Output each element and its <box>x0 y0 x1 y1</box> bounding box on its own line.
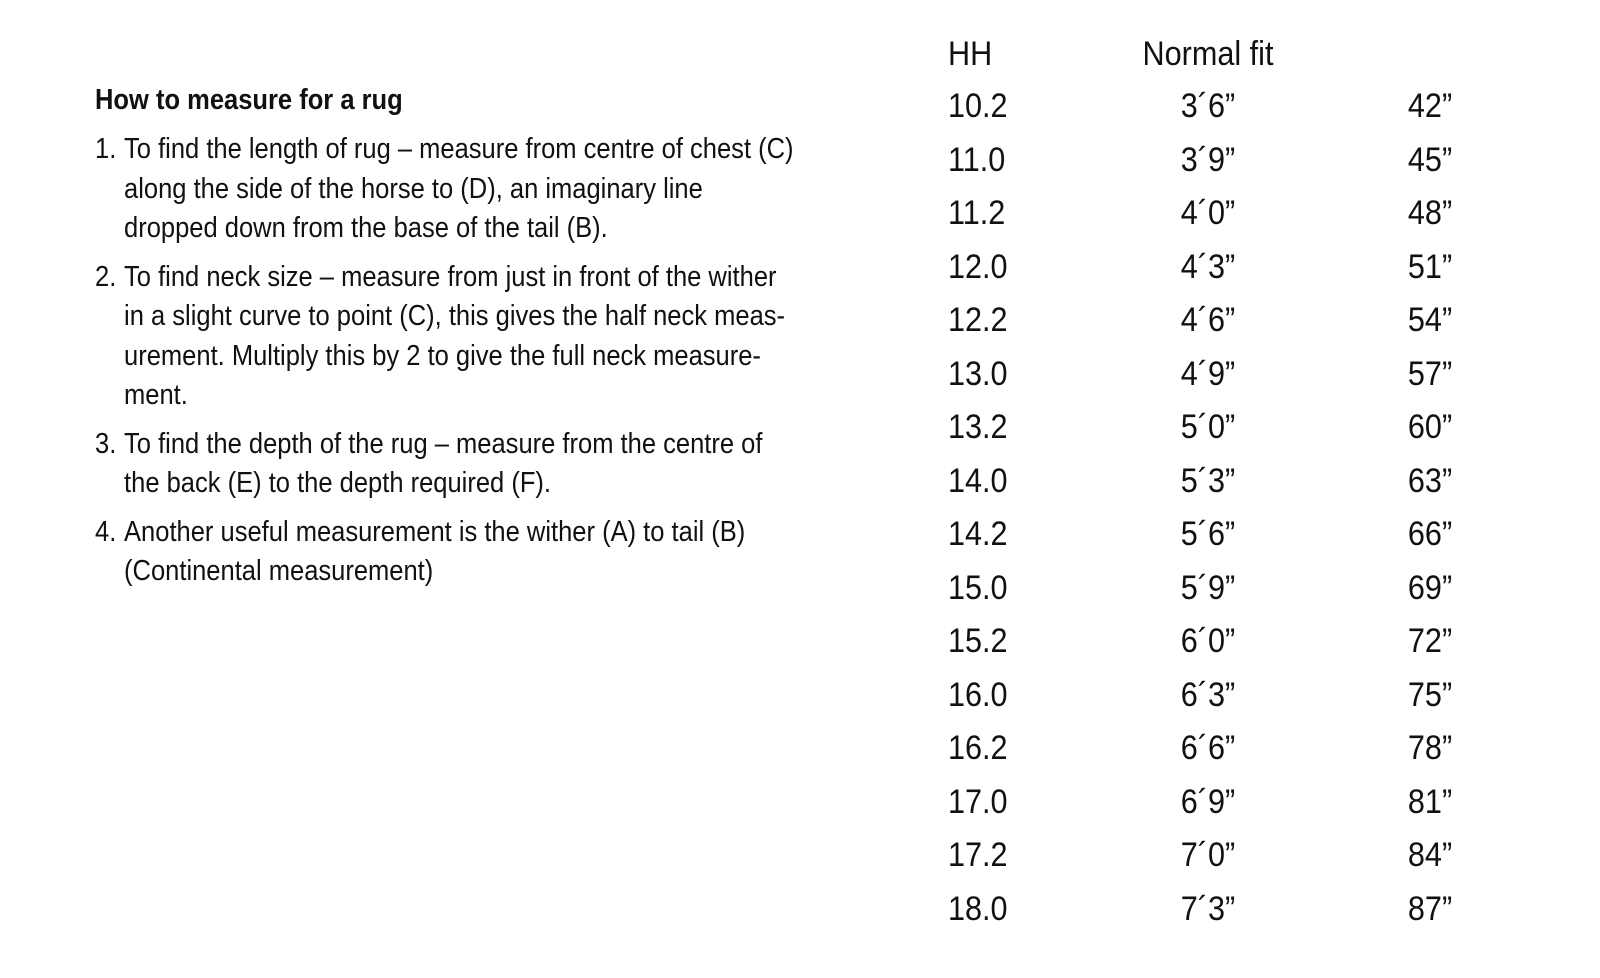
table-row <box>948 829 1508 883</box>
inches-cell: 78” <box>1407 729 1452 767</box>
normal-fit-cell: 4´6” <box>1180 301 1236 339</box>
table-row <box>948 348 1508 402</box>
inches-cell: 42” <box>1407 87 1452 125</box>
normal-fit-cell: 3´6” <box>1180 87 1236 125</box>
inches-cell: 57” <box>1407 354 1452 393</box>
table-row <box>948 401 1508 455</box>
step-number: 3. <box>95 427 117 460</box>
table-row <box>948 134 1508 188</box>
step-number: 4. <box>95 515 117 548</box>
hh-cell: 12.2 <box>948 301 1008 339</box>
step-text: To find the length of rug – measure from centre of chest (C) along the side of the horse to (D), an imaginary line dropped down from the base of the tail (B). <box>124 133 794 244</box>
normal-fit-cell: 3´9” <box>1180 140 1236 179</box>
table-row <box>948 562 1508 616</box>
inches-cell: 60” <box>1407 408 1452 446</box>
normal-fit-cell: 6´0” <box>1180 622 1236 660</box>
normal-fit-cell: 7´0” <box>1180 836 1236 874</box>
hh-cell: 16.2 <box>948 729 1008 767</box>
normal-fit-cell: 6´6” <box>1180 729 1236 767</box>
normal-fit-cell: 7´3” <box>1180 889 1236 928</box>
step-number: 2. <box>95 260 117 293</box>
normal-fit-cell: 5´0” <box>1180 408 1236 446</box>
hh-cell: 12.0 <box>948 247 1008 286</box>
normal-fit-cell: 5´3” <box>1180 461 1236 500</box>
measuring-instructions <box>95 80 799 601</box>
inches-cell: 75” <box>1407 675 1452 714</box>
hh-cell: 11.0 <box>948 140 1006 179</box>
hh-cell: 18.0 <box>948 889 1008 928</box>
table-row <box>948 508 1508 562</box>
inches-cell: 48” <box>1407 194 1452 232</box>
inches-cell: 81” <box>1407 782 1452 821</box>
normal-fit-cell: 6´9” <box>1180 782 1236 821</box>
normal-fit-cell: 5´9” <box>1180 568 1236 607</box>
inches-cell: 63” <box>1407 461 1452 500</box>
inches-cell: 54” <box>1407 301 1452 339</box>
step-text: To find the depth of the rug – measure from the centre of the back (E) to the depth required (F). <box>124 427 763 499</box>
step-number: 1. <box>95 133 117 165</box>
normal-fit-cell: 4´0” <box>1180 194 1236 232</box>
normal-fit-cell: 5´6” <box>1180 515 1236 553</box>
step-text: Another useful measurement is the wither (A) to tail (B) (Continental measurement) <box>124 515 746 587</box>
hh-cell: 14.2 <box>948 515 1008 553</box>
inches-cell: 66” <box>1407 515 1452 553</box>
table-header-row <box>948 28 1508 80</box>
normal-fit-cell: 4´3” <box>1180 247 1236 286</box>
table-row <box>948 80 1508 134</box>
hh-cell: 11.2 <box>948 194 1006 232</box>
table-row <box>948 883 1508 937</box>
hh-cell: 14.0 <box>948 461 1008 500</box>
table-row <box>948 241 1508 295</box>
table-row <box>948 294 1508 348</box>
header-hh: HH <box>948 35 993 73</box>
inches-cell: 84” <box>1407 836 1452 874</box>
inches-cell: 69” <box>1407 568 1452 607</box>
instruction-step <box>95 130 799 249</box>
table-row <box>948 615 1508 669</box>
table-row <box>948 669 1508 723</box>
hh-cell: 17.2 <box>948 836 1008 874</box>
table-row <box>948 722 1508 776</box>
instructions-title: How to measure for a rug <box>95 84 403 116</box>
instructions-list <box>95 130 799 592</box>
hh-cell: 17.0 <box>948 782 1008 821</box>
instruction-step <box>95 258 799 416</box>
table-row <box>948 187 1508 241</box>
rug-size-table <box>948 28 1508 936</box>
table-row <box>948 455 1508 509</box>
instruction-step <box>95 513 799 592</box>
hh-cell: 16.0 <box>948 675 1008 714</box>
normal-fit-cell: 4´9” <box>1180 354 1236 393</box>
hh-cell: 15.0 <box>948 568 1008 607</box>
inches-cell: 87” <box>1407 889 1452 928</box>
table-row <box>948 776 1508 830</box>
hh-cell: 10.2 <box>948 87 1008 125</box>
hh-cell: 15.2 <box>948 622 1008 660</box>
step-text: To find neck size – measure from just in front of the wither in a slight curve to point (C), this gives the half neck meas-urement. Multiply this by 2 to give the full neck measure-ment. <box>124 260 786 411</box>
inches-cell: 51” <box>1407 247 1452 286</box>
hh-cell: 13.2 <box>948 408 1008 446</box>
header-normal-fit: Normal fit <box>1142 35 1274 73</box>
table-body <box>948 80 1508 936</box>
normal-fit-cell: 6´3” <box>1180 675 1236 714</box>
instruction-step <box>95 425 799 504</box>
inches-cell: 45” <box>1407 140 1452 179</box>
hh-cell: 13.0 <box>948 354 1008 393</box>
inches-cell: 72” <box>1407 622 1452 660</box>
